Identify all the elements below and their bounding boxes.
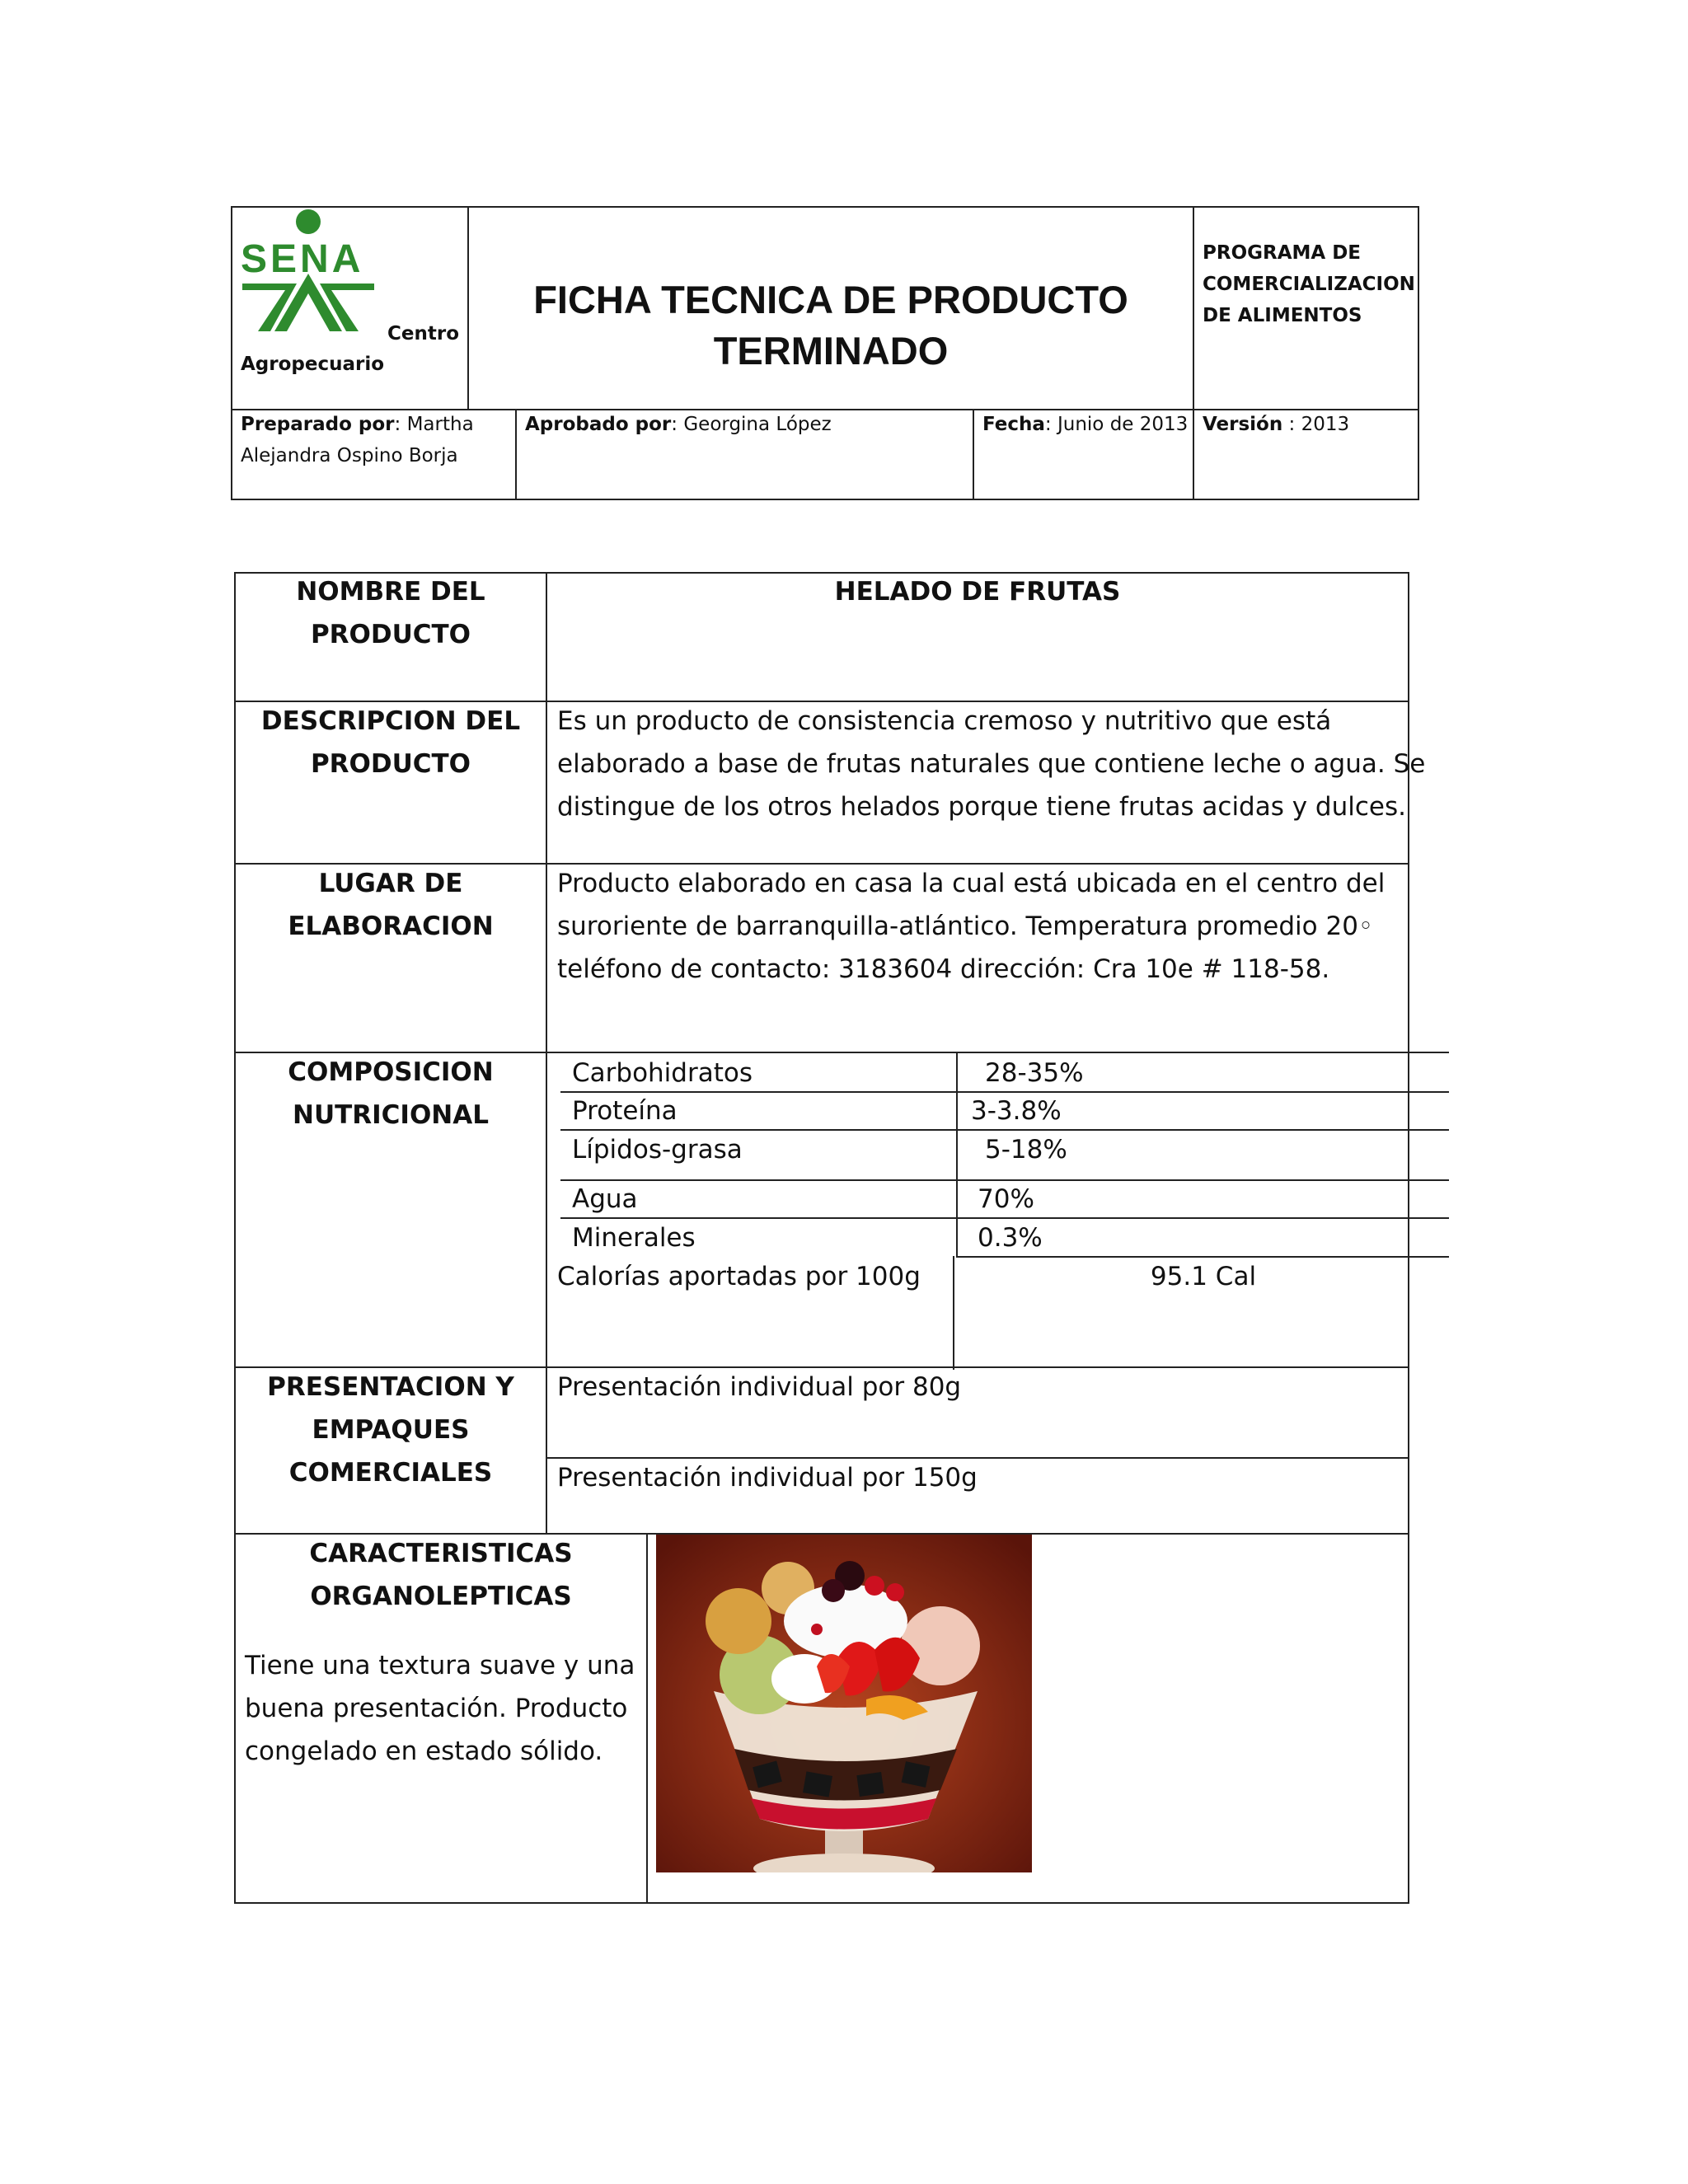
ice-cream-illustration [656, 1535, 1032, 1872]
nutrient-value: 28-35% [985, 1058, 1084, 1088]
nutrient-name: Proteína [572, 1096, 678, 1126]
nutrient-name: Carbohidratos [572, 1058, 753, 1088]
product-name-value: HELADO DE FRUTAS [834, 577, 1121, 607]
svg-text:SENA: SENA [241, 237, 364, 281]
nutrient-value: 5-18% [985, 1135, 1067, 1165]
presentation-option-80g: Presentación individual por 80g [557, 1372, 962, 1402]
nutrient-name: Agua [572, 1184, 638, 1214]
program-name: PROGRAMA DE COMERCIALIZACION DE ALIMENTOS [1203, 242, 1415, 326]
composition-label: COMPOSICION NUTRICIONAL [288, 1057, 494, 1130]
sena-logo [239, 208, 392, 340]
presentation-label: PRESENTACION Y EMPAQUES COMERCIALES [267, 1372, 514, 1488]
nutrient-value: 70% [978, 1184, 1034, 1214]
nutrient-name: Minerales [572, 1223, 696, 1253]
approved-by: Aprobado por: Georgina López [525, 414, 832, 435]
nutrient-name: Lípidos-grasa [572, 1135, 743, 1165]
prepared-by: Preparado por: Martha Alejandra Ospino Borja [241, 414, 474, 466]
description-text: Es un producto de consistencia cremoso y nutritivo que está elaborado a base de frutas naturales que contiene leche o agua. Se distingue de los otros helados porque tiene frutas acidas y dulces. [557, 706, 1426, 822]
sena-logo-graphic [239, 208, 392, 340]
title-line-2: TERMINADO [713, 329, 949, 373]
title-line-1: FICHA TECNICA DE PRODUCTO [533, 278, 1128, 321]
organoleptic-label: CARACTERISTICAS ORGANOLEPTICAS [309, 1539, 573, 1611]
version: Versión : 2013 [1203, 414, 1350, 435]
place-text: Producto elaborado en casa la cual está ubicada en el centro del suroriente de barranquilla-atlántico. Temperatura promedio 20◦ teléfono de contacto: 3183604 dirección: Cra 10e # 118-58. [557, 869, 1386, 984]
ice-cream-photo [656, 1535, 1032, 1872]
nutrient-value: 3-3.8% [971, 1096, 1062, 1126]
document-title [469, 274, 1193, 377]
organoleptic-text: Tiene una textura suave y una buena presentación. Producto congelado en estado sólido. [245, 1651, 635, 1766]
agropecuario-label: Agropecuario [241, 354, 385, 375]
date: Fecha: Junio de 2013 [982, 414, 1189, 435]
place-label: LUGAR DE ELABORACION [288, 869, 494, 941]
calories-label: Calorías aportadas por 100g [557, 1262, 921, 1291]
centro-label: Centro [387, 323, 459, 344]
calories-value: 95.1 Cal [1150, 1262, 1257, 1291]
nutrient-value: 0.3% [978, 1223, 1043, 1253]
description-label: DESCRIPCION DEL PRODUCTO [260, 706, 521, 779]
presentation-option-150g: Presentación individual por 150g [557, 1463, 978, 1493]
name-label: NOMBRE DEL PRODUCTO [296, 577, 485, 649]
